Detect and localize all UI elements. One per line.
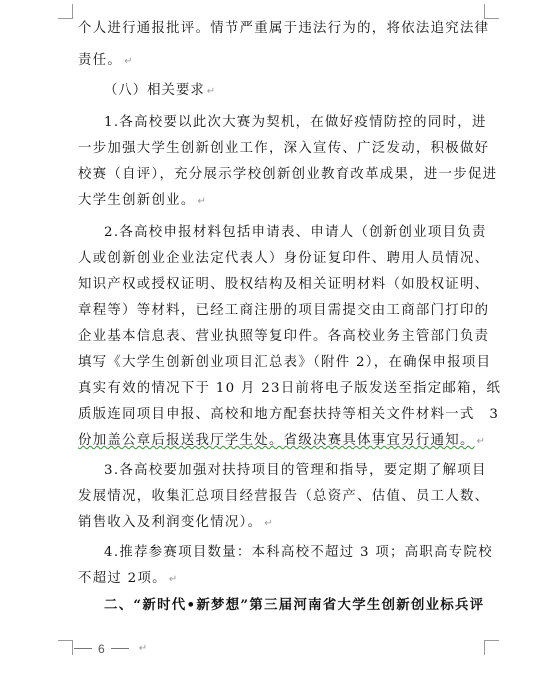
text-line bbox=[104, 458, 498, 484]
text-line-content: 发展情况，收集汇总项目经营报告（总资产、估值、员工人数、 bbox=[78, 489, 490, 504]
text-line bbox=[78, 246, 498, 272]
text-line-content: 质版连同项目申报、高校和地方配套扶持等相关文件材料一式 3 bbox=[78, 407, 500, 422]
paragraph-mark-icon: ↵ bbox=[138, 643, 148, 655]
text-line bbox=[78, 16, 498, 42]
text-line bbox=[78, 162, 498, 188]
section-heading-text: 二、“新时代•新梦想”第三届河南省大学生创新创业标兵评 bbox=[104, 597, 485, 613]
text-line-content: 销售收入及利润变化情况）。 bbox=[78, 515, 263, 530]
text-line-content: 人或创新创业企业法定代表人）身份证复印件、聘用人员情况、 bbox=[78, 251, 490, 266]
text-line bbox=[104, 110, 498, 136]
paragraph-mark-icon: ↵ bbox=[124, 56, 134, 67]
text-line bbox=[78, 188, 498, 214]
text-line-content: 真实有效的情况下于 10 月 23日前将电子版发送至指定邮箱，纸 bbox=[78, 381, 502, 396]
text-line-content: 3.各高校要加强对扶持项目的管理和指导，要定期了解项目 bbox=[104, 463, 487, 478]
text-line-content: 1.各高校要以此次大赛为契机，在做好疫情防控的同时，进 bbox=[104, 115, 487, 130]
text-line-content: 校赛（自评），充分展示学校创新创业教育改革成果，进一步促进 bbox=[78, 167, 498, 182]
text-line bbox=[78, 402, 498, 428]
text-line bbox=[104, 540, 498, 566]
page-number: 6 bbox=[98, 641, 105, 656]
paragraph-mark-icon: ↵ bbox=[197, 196, 208, 207]
text-line bbox=[78, 510, 498, 536]
text-line bbox=[78, 428, 498, 454]
paragraph-mark-icon: ↵ bbox=[206, 86, 217, 97]
text-line-content: 企业基本信息表、营业执照等复印件。各高校业务主管部门负责 bbox=[78, 329, 490, 344]
text-line-content: 不超过 2项。 bbox=[78, 571, 167, 586]
text-line bbox=[78, 484, 498, 510]
text-line-content: 填写《大学生创新创业项目汇总表》（附件 2），在确保申报项目 bbox=[78, 355, 492, 370]
crop-mark-bottom-right bbox=[484, 640, 499, 655]
paragraph-mark-icon: ↵ bbox=[264, 518, 274, 529]
text-line-content: 责任。 bbox=[78, 53, 123, 68]
text-line bbox=[78, 566, 498, 592]
section-heading bbox=[104, 78, 498, 104]
text-line bbox=[78, 350, 498, 376]
section-heading-text: （八）相关要求 bbox=[104, 83, 205, 98]
paragraph-mark-icon: ↵ bbox=[168, 574, 179, 585]
page-footer bbox=[68, 641, 147, 655]
text-line-content: 份加盖公章后报送我厅学生处。省级决赛具体事宜另行通知。 bbox=[78, 433, 475, 448]
paragraph-mark-icon: ↵ bbox=[476, 436, 487, 447]
footer-dash-left bbox=[74, 648, 92, 649]
section-heading bbox=[104, 592, 498, 618]
text-line bbox=[78, 48, 498, 74]
text-line bbox=[78, 324, 498, 350]
text-line bbox=[78, 376, 502, 402]
text-line-content: 个人进行通报批评。情节严重属于违法行为的，将依法追究法律 bbox=[78, 21, 490, 36]
crop-mark-top-left bbox=[58, 4, 73, 19]
text-line bbox=[78, 298, 498, 324]
text-line bbox=[104, 220, 498, 246]
text-line bbox=[78, 272, 498, 298]
text-line-content: 知识产权或授权证明、股权结构及相关证明材料（如股权证明、 bbox=[78, 277, 490, 292]
text-line-content: 2.各高校申报材料包括申请表、申请人（创新创业项目负责 bbox=[104, 225, 487, 240]
text-line-content: 一步加强大学生创新创业工作，深入宣传、广泛发动，积极做好 bbox=[78, 141, 490, 156]
text-line-content: 大学生创新创业。 bbox=[78, 193, 196, 208]
text-line-content: 章程等）等材料，已经工商注册的项目需提交由工商部门打印的 bbox=[78, 303, 490, 318]
text-line bbox=[78, 136, 498, 162]
footer-dash-right bbox=[111, 648, 129, 649]
text-line-content: 4.推荐参赛项目数量：本科高校不超过 3 项；高职高专院校 bbox=[104, 545, 493, 560]
